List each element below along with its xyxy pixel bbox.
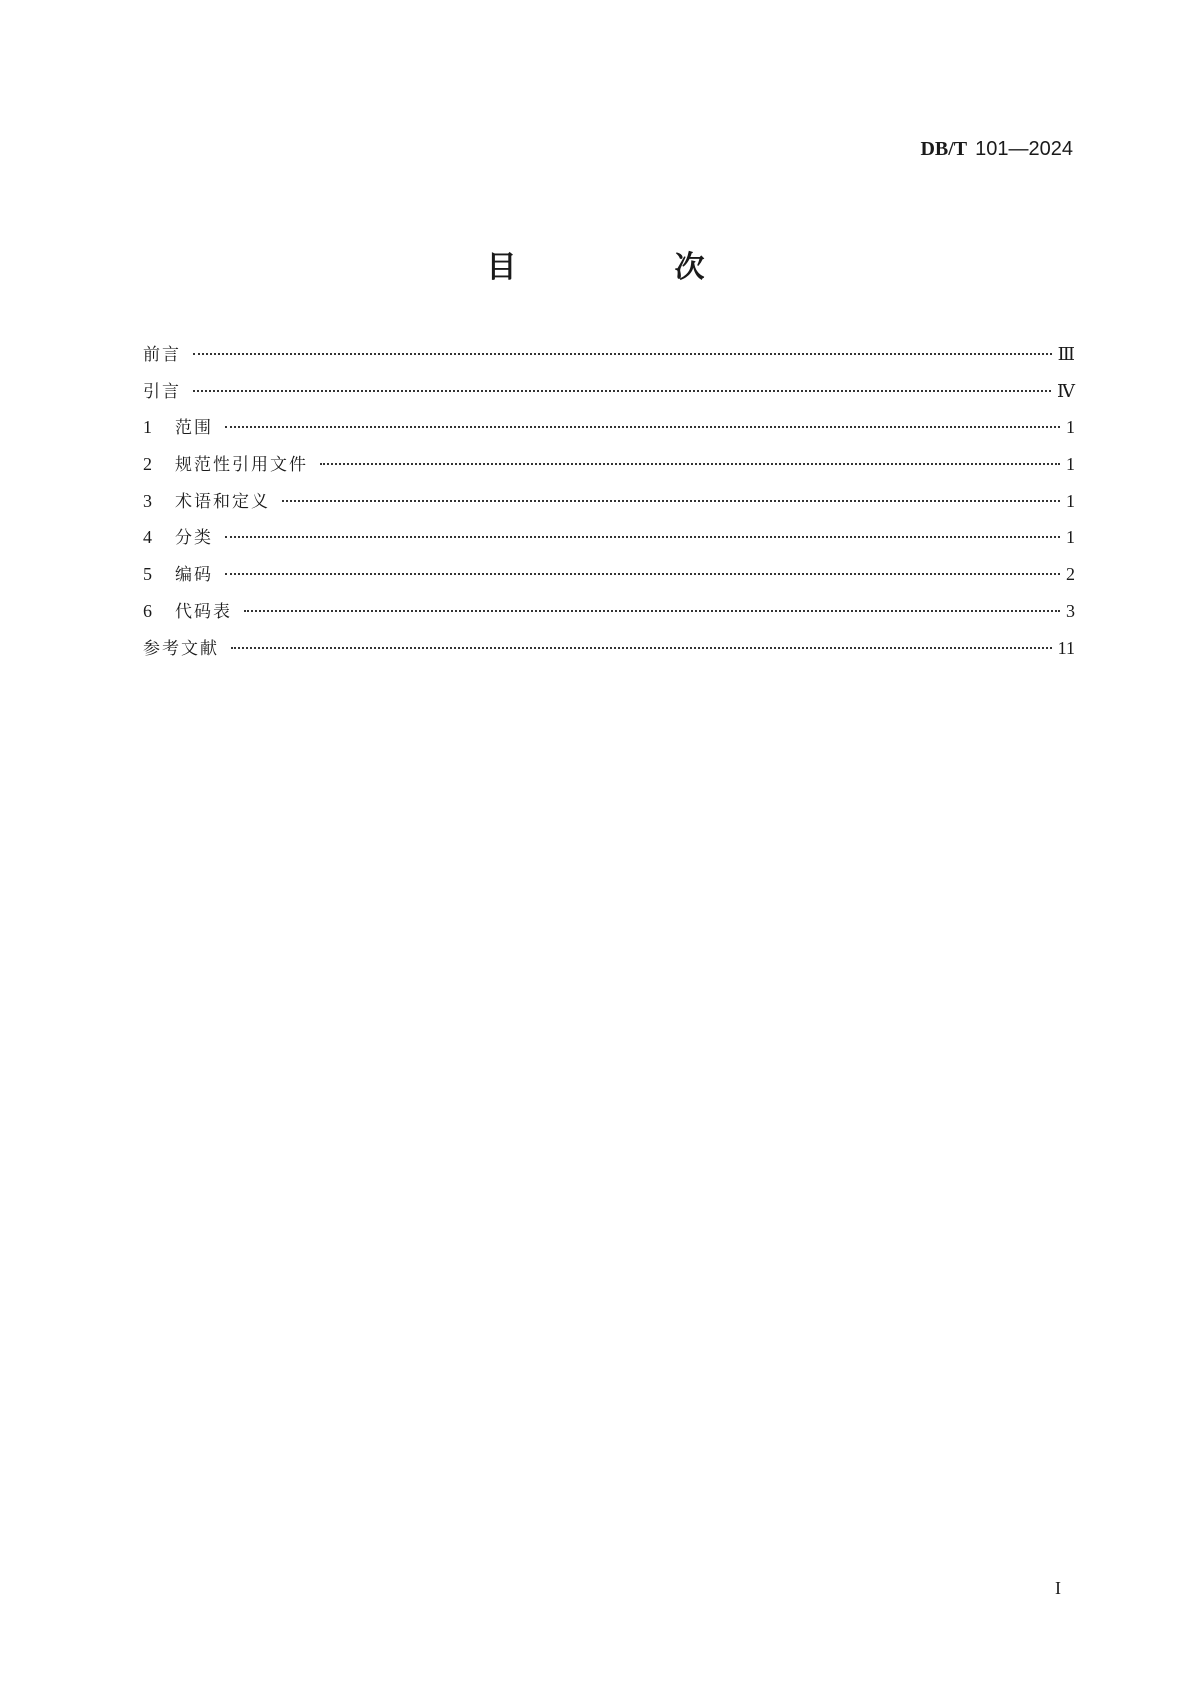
toc-entry-scope[interactable] xyxy=(143,413,1075,450)
toc-entry-label: 范围 xyxy=(175,418,213,439)
toc-entry-page: 3 xyxy=(1066,600,1075,621)
toc-entry-normative-references[interactable] xyxy=(143,450,1075,487)
toc-entry-number: 6 xyxy=(143,600,152,621)
toc-entry-page: 11 xyxy=(1057,637,1075,658)
toc-entry-number: 2 xyxy=(143,454,152,475)
toc-entry-label: 前言 xyxy=(143,345,181,365)
toc-leader-dots xyxy=(193,390,1051,392)
toc-entry-page: 1 xyxy=(1066,490,1075,511)
toc-entry-classification[interactable] xyxy=(143,523,1075,560)
toc-entry-number: 3 xyxy=(143,490,152,511)
toc-entry-label: 术语和定义 xyxy=(175,491,270,512)
toc-entry-label: 代码表 xyxy=(175,601,232,622)
toc-entry-number: 1 xyxy=(143,417,152,438)
standard-number: 101—2024 xyxy=(975,138,1073,160)
toc-entry-page: Ⅲ xyxy=(1057,344,1075,364)
toc-entry-page: 1 xyxy=(1066,454,1075,475)
toc-entry-label: 分类 xyxy=(175,528,213,549)
toc-entry-page: 1 xyxy=(1066,417,1075,438)
toc-leader-dots xyxy=(282,500,1060,502)
toc-leader-dots xyxy=(193,353,1052,355)
toc-entry-label: 引言 xyxy=(143,381,181,402)
toc-leader-dots xyxy=(231,647,1052,649)
toc-entry-number: 4 xyxy=(143,527,152,548)
toc-entry-label: 参考文献 xyxy=(143,638,219,659)
toc-entry-code-table[interactable] xyxy=(143,597,1075,634)
toc-leader-dots xyxy=(244,610,1060,612)
toc-leader-dots xyxy=(225,536,1060,538)
toc-entry-page: 1 xyxy=(1066,527,1075,548)
standard-prefix: DB/T xyxy=(920,138,968,160)
page-number: I xyxy=(1055,1578,1061,1598)
toc-entry-coding[interactable] xyxy=(143,560,1075,597)
toc-entry-bibliography[interactable] xyxy=(143,634,1075,671)
toc-entry-introduction[interactable] xyxy=(143,377,1075,414)
toc-entry-foreword[interactable] xyxy=(143,340,1075,377)
toc-leader-dots xyxy=(225,573,1060,575)
toc-entry-terms-definitions[interactable] xyxy=(143,487,1075,524)
standard-code xyxy=(920,138,1073,161)
toc-entry-label: 编码 xyxy=(175,565,213,586)
toc-leader-dots xyxy=(225,426,1060,428)
toc-entry-page: 2 xyxy=(1066,564,1075,585)
table-of-contents xyxy=(143,340,1075,670)
toc-title: 目 次 xyxy=(486,250,769,285)
toc-entry-page: Ⅳ xyxy=(1057,380,1075,401)
toc-entry-label: 规范性引用文件 xyxy=(175,455,308,476)
toc-leader-dots xyxy=(320,463,1060,465)
toc-entry-number: 5 xyxy=(143,564,152,585)
